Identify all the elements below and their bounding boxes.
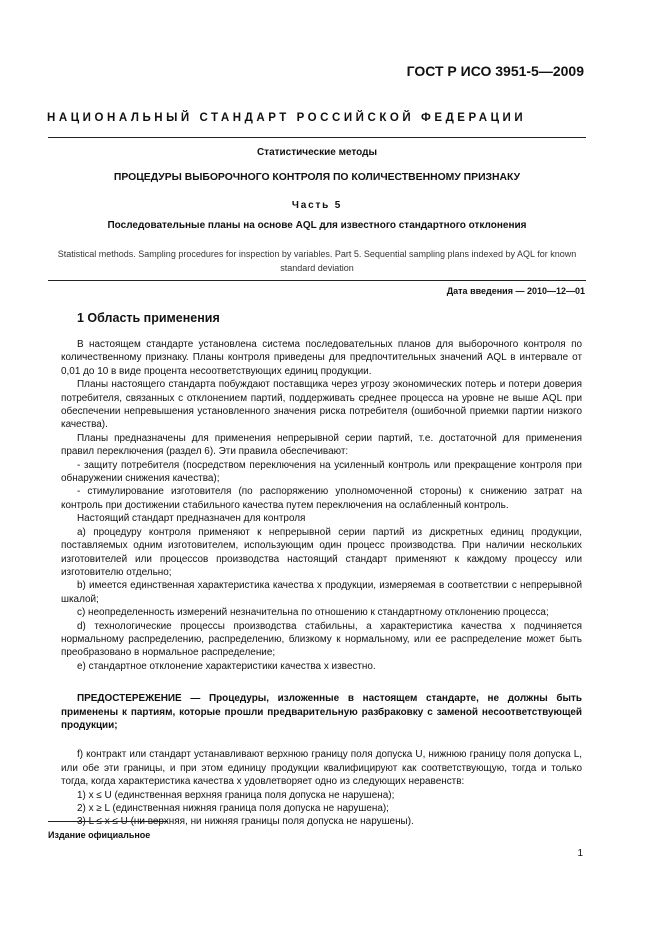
warning-paragraph: ПРЕДОСТЕРЕЖЕНИЕ — Процедуры, изложенные в настоящем стандарте, не должны быть применены к партиям, которые прошли предварительную разбраковку с заменой несоответствующей продукции; bbox=[61, 693, 582, 731]
paragraph: - стимулирование изготовителя (по распоряжению уполномоченной стороны) к снижению затрат на контроль при достижении стабильного качества путем переключения на ослабленный контроль. bbox=[61, 486, 582, 511]
inequality-item: 3) L ≤ x ≤ U (ни верхняя, ни нижняя границы поля допуска не нарушены). bbox=[77, 816, 414, 828]
effective-date: Дата введения — 2010—12—01 bbox=[446, 286, 585, 296]
national-standard-heading: НАЦИОНАЛЬНЫЙ СТАНДАРТ РОССИЙСКОЙ ФЕДЕРАЦИИ bbox=[47, 112, 527, 124]
section-body bbox=[61, 338, 582, 829]
inequality-item: 2) x ≥ L (единственная нижняя граница поля допуска не нарушена); bbox=[77, 803, 389, 814]
edition-note: Издание официальное bbox=[48, 830, 151, 840]
section-title: 1 Область применения bbox=[77, 311, 220, 325]
paragraph: Планы настоящего стандарта побуждают поставщика через угрозу экономических потерь и потери доверия потребителя, связанных с отклонением партий, поддерживать среднее процесса на уровне не выше AQL при обеспечении непревышения установленного значения риска потребителя (ошибочной приемки партии низкого качества). bbox=[61, 379, 582, 431]
paragraph: Планы предназначены для применения непрерывной серии партий, т.е. достаточной для применения правил переключения (раздел 6). Эти правила обеспечивают: bbox=[61, 432, 582, 458]
paragraph: a) процедуру контроля применяют к непрерывной серии партий из дискретных единиц продукции, поставляемых одним изготовителем, использующим один процесс производства. При наличии нескольких изготовителей или процессов производства настоящий стандарт применяют к каждому процессу или изготовителю отдельно; bbox=[61, 526, 582, 578]
paragraph: c) неопределенность измерений незначительна по отношению к стандартному отклонению процесса; bbox=[77, 607, 549, 619]
paragraph: b) имеется единственная характеристика качества x продукции, измеряемая в соответствии с непрерывной шкалой; bbox=[61, 580, 582, 605]
paragraph: - защиту потребителя (посредством переключения на усиленный контроль или прекращение контроля при обнаружении снижения качества); bbox=[61, 459, 582, 485]
inequality-item: 1) x ≤ U (единственная верхняя граница поля допуска не нарушена); bbox=[77, 789, 395, 801]
page-number: 1 bbox=[577, 848, 583, 859]
title-line-2: ПРОЦЕДУРЫ ВЫБОРОЧНОГО КОНТРОЛЯ ПО КОЛИЧЕСТВЕННОМУ ПРИЗНАКУ bbox=[113, 172, 521, 183]
paragraph: f) контракт или стандарт устанавливают верхнюю границу поля допуска U, нижнюю границу поля допуска L, или обе эти границы, и при этом единицу продукции квалифицируют как соответствующую, тогда и только тогда, когда характеристика качества x удовлетворяет одно из следующих неравенств: bbox=[61, 749, 582, 788]
standard-id: ГОСТ Р ИСО 3951-5—2009 bbox=[406, 63, 584, 79]
paragraph: Настоящий стандарт предназначен для контроля bbox=[77, 513, 306, 525]
paragraph: e) стандартное отклонение характеристики качества x известно. bbox=[77, 660, 376, 672]
subtitle: Последовательные планы на основе AQL для известного стандартного отклонения bbox=[107, 220, 527, 231]
english-title: Statistical methods. Sampling procedures for inspection by variables. Part 5. Sequential sampling plans indexed by AQL for known standard deviation bbox=[57, 249, 577, 273]
top-rule bbox=[48, 137, 586, 138]
part-label: Часть 5 bbox=[291, 200, 343, 211]
date-rule bbox=[48, 280, 586, 281]
paragraph: d) технологические процессы производства стабильны, а характеристика качества x подчиняется нормальному распределению, распределению, близкому к нормальному, или ее распределение может быть преобразовано в нормальное распределение; bbox=[61, 620, 582, 659]
title-line-1: Статистические методы bbox=[256, 147, 378, 158]
footer-rule bbox=[48, 821, 168, 822]
paragraph: В настоящем стандарте установлена система последовательных планов для выборочного контроля по количественному признаку. Планы контроля приведены для предпочтительных значений AQL в интервале от 0,01 до 10 в виде процента несоответствующих единиц продукции. bbox=[61, 339, 582, 377]
